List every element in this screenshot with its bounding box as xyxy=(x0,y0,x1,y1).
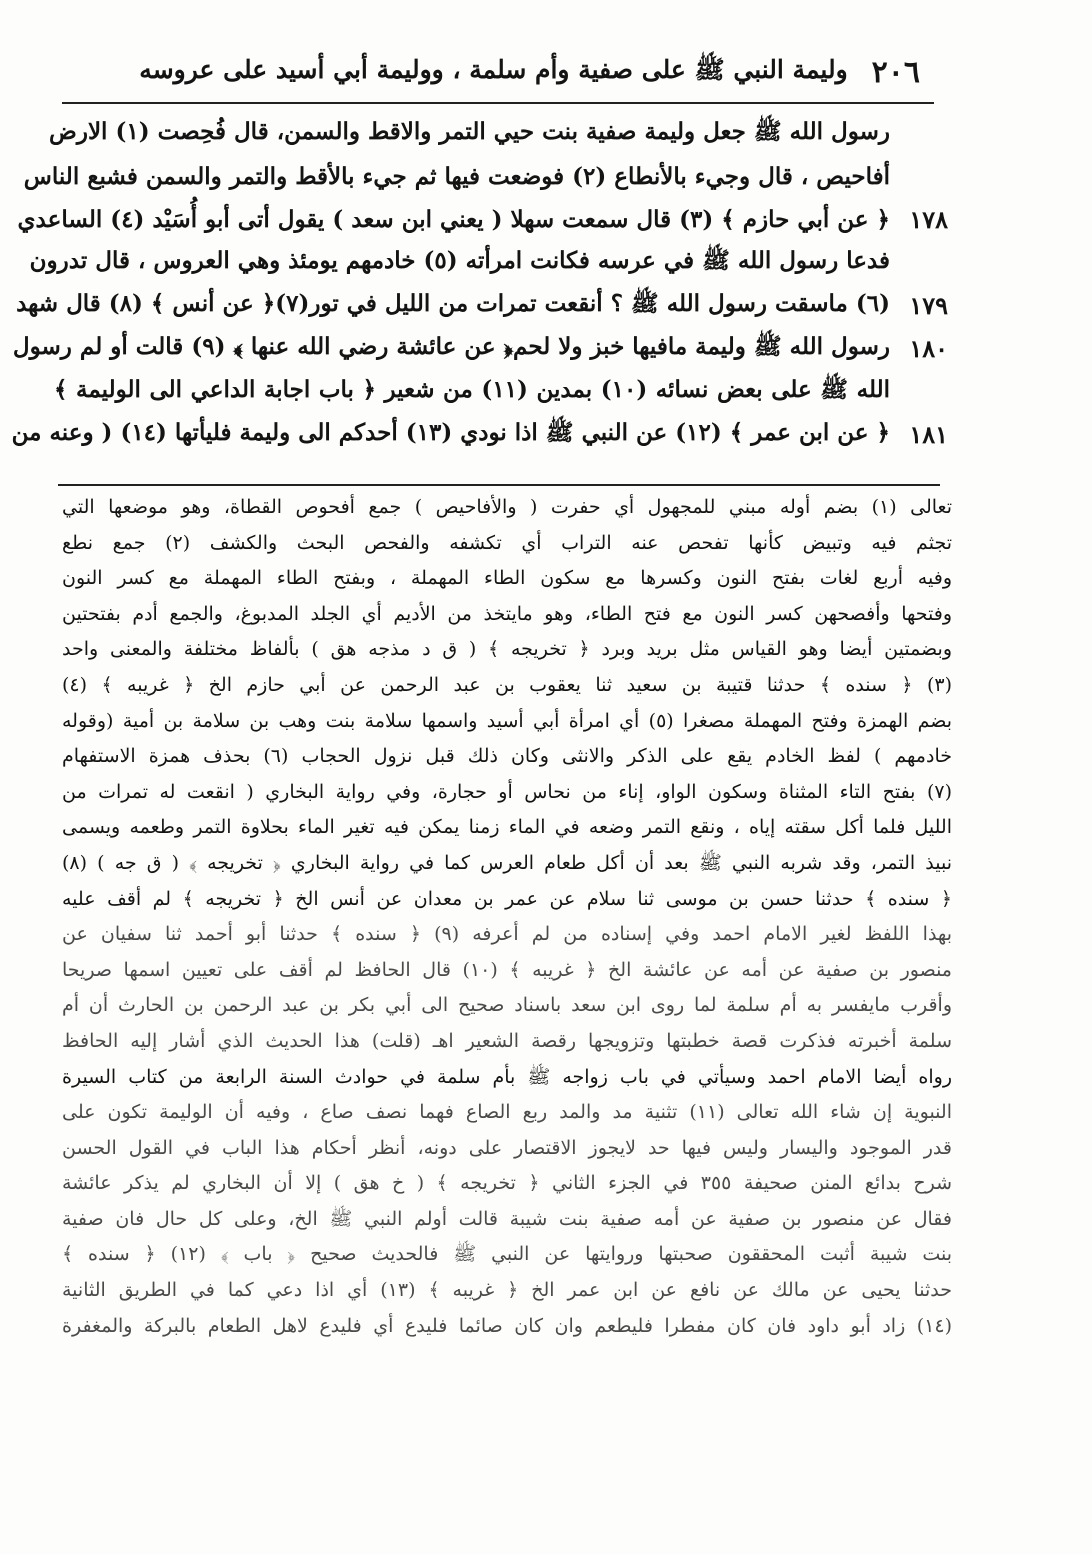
main-text xyxy=(11,112,948,456)
hadith-number: ١٧٩ xyxy=(909,291,948,320)
line-text: الله ﷺ على بعض نسائه (١٠) بمدين (١١) من شعير ﴿ باب اجابة الداعي الى الوليمة ﴾ xyxy=(54,375,890,403)
footnote-line: حدثنا يحيى عن مالك عن نافع عن ابن عمر الخ ﴿ غريبه ﴾ (١٣) أي اذا دعي كما في الطريق الثانية xyxy=(62,1279,952,1302)
footnote-line: (٧) بفتح التاء المثناة وسكون الواو، إناء من نحاس أو حجارة، وفي رواية البخاري ( انقعت له تمرات من xyxy=(62,780,952,803)
text-line xyxy=(48,112,948,155)
line-text: رسول الله ﷺ جعل وليمة صفية بنت حيي التمر والاقط والسمن، قال فُحِصت (١) الارض xyxy=(49,117,890,145)
page-number: ٢٠٦ xyxy=(871,54,920,90)
line-text: ﴿ عن أبي حازم ﴾ (٣) قال سمعت سهلا ( يعني ابن سعد ) يقول أتى أبو أُسَيْد (٤) الساعدي xyxy=(17,206,890,233)
footnote-line: وفتحها وأفصحهن كسر النون مع فتح الطاء، وهو مايتخذ من الأديم أي الجلد المدبوغ، والجمع أدم بفتحتين xyxy=(62,602,952,625)
hadith-number: ١٨١ xyxy=(909,420,948,449)
header-rule xyxy=(62,102,934,104)
line-text: ﴿ عن ابن عمر ﴾ (١٢) عن النبي ﷺ اذا نودي (١٣) أحدكم الى وليمة فليأتها (١٤) ( وعنه من xyxy=(11,418,890,446)
line-text: فدعا رسول الله ﷺ في عرسه فكانت امرأته (٥) خادمهم يومئذ وهي العروس ، قال تدرون xyxy=(29,246,890,274)
line-text: أفاحيص ، قال وجيء بالأنطاع (٢) فوضعت فيها ثم جيء بالأقط والتمر والسمن فشبع الناس xyxy=(23,163,890,190)
footnote-line: تعالى (١) بضم أوله مبني للمجهول أي حفرت ( والأفاحيص ) جمع أفحوص القطاة، وهو موضعها التي xyxy=(62,496,952,518)
footnote-line: قدر الموجود واليسار وليس فيها حد لايجوز الاقتصار على دونه، أنظر أحكام هذا الباب في القول الحسن xyxy=(62,1136,952,1159)
hadith-number: ١٧٨ xyxy=(909,205,948,234)
hadith-number: ١٨٠ xyxy=(909,334,948,363)
footnote-line: الليل فلما أكل سقته إياه ، ونقع التمر وضعه في الماء زمنا يمكن فيه تغير الماء بحلاوة التمر وطعمه ويسمى xyxy=(62,816,952,839)
text-line xyxy=(11,413,948,456)
text-line xyxy=(48,370,948,413)
footnote-line: فقال عن منصور بن صفية عن أمه صفية بنت شيبة قالت أولم النبي ﷺ الخ، وعلى كل حال فان صفية xyxy=(62,1207,952,1230)
running-title: وليمة النبي ﷺ على صفية وأم سلمة ، ووليمة أبي أسيد على عروسه xyxy=(139,54,848,84)
footnote-line: بضم الهمزة وفتح المهملة مصغرا (٥) أي امرأة أبي أسيد واسمها سلامة بنت وهب بن سلامة بن أمية (وقوله xyxy=(62,709,952,732)
text-line xyxy=(17,198,948,241)
line-text: رسول الله ﷺ وليمة مافيها خبز ولا لحم﴿ عن عائشة رضي الله عنها ﴾ (٩) قالت أو لم رسول xyxy=(12,332,890,360)
footnote-line: سلمة أخبرته فذكرت قصة خطبتها وتزويجها رقصة الشعير اهـ (قلت) هذا الحديث الذي أشار إليه الحافظ xyxy=(62,1029,952,1052)
footnote-line: خادمهم ) لفظ الخادم يقع على الذكر والانثى وكان ذلك قبل نزول الحجاب (٦) بحذف همزة الاستفهام xyxy=(62,745,952,768)
text-line xyxy=(29,241,948,284)
text-line xyxy=(16,284,948,327)
footnote-line: شرح بدائع المنن صحيفة ٣٥٥ في الجزء الثاني ﴿ تخريجه ﴾ ( خ هق ) إلا أن البخاري لم يذكر عائشة xyxy=(62,1172,952,1195)
footnote-line: النبوية إن شاء الله تعالى (١١) تثنية مد والمد ربع الصاع فهما نصف صاع ، وفيه أن الوليمة تكون على xyxy=(62,1101,952,1124)
footnote-line: بنت شيبة أثبت المحققون صحبتها وروايتها عن النبي ﷺ فالحديث صحيح ﴿ باب ﴾ (١٢) ﴿ سنده ﴾ xyxy=(62,1243,952,1266)
footnote-line: بهذا اللفظ لغير الامام احمد وفي إسناده من لم أعرفه (٩) ﴿ سنده ﴾ حدثنا أبو أحمد ثنا سفيان عن xyxy=(62,923,952,946)
footnotes xyxy=(62,490,952,1344)
footnote-line: وبضمتين أيضا وهو القياس مثل بريد وبرد ﴿ تخريجه ﴾ ( ق د مذجه هق ) بألفاظ مختلفة والمعنى واحد xyxy=(62,638,952,661)
page-header xyxy=(139,44,920,100)
footnote-line: رواه أيضا الامام احمد وسيأتي في باب زواجه ﷺ بأم سلمة في حوادث السنة الرابعة من كتاب السيرة xyxy=(62,1065,952,1088)
footnote-line: (٣) ﴿ سنده ﴾ حدثنا قتيبة بن سعيد ثنا يعقوب بن عبد الرحمن عن أبي حازم الخ ﴿ غريبه ﴾ (٤) xyxy=(62,673,952,696)
line-text: (٦) ماسقت رسول الله ﷺ ؟ أنقعت تمرات من الليل في تور(٧)﴿ عن أنس ﴾ (٨) قال شهد xyxy=(16,289,890,317)
footnote-rule xyxy=(58,484,940,486)
footnote-line: تجثم فيه وتبيض كأنها تفحص عنه التراب أي تكشفه والفحص البحث والكشف (٢) جمع نطع xyxy=(62,531,952,554)
text-line xyxy=(23,155,948,198)
footnote-line: (١٤) زاد أبو داود فان كان مفطرا فليطعم وان كان صائما فليدع أي فليدع لاهل الطعام بالبركة والمغفرة xyxy=(62,1314,952,1337)
footnote-line: ﴿ سنده ﴾ حدثنا حسن بن موسى ثنا سلام عن عمر بن معدان عن أنس الخ ﴿ تخريجه ﴾ لم أقف عليه xyxy=(62,887,952,910)
footnote-line: وأقرب مايفسر به أم سلمة لما روى ابن سعد باسناد صحيح الى أبي بكر بن عبد الرحمن بن الحارث أن أم xyxy=(62,994,952,1017)
footnote-line: منصور بن صفية عن أمه عن عائشة الخ ﴿ غريبه ﴾ (١٠) قال الحافظ لم أقف على تعيين اسمها صريحا xyxy=(62,958,952,981)
text-line xyxy=(12,327,948,370)
footnote-line: نبيذ التمر، وقد شربه النبي ﷺ بعد أن أكل طعام العرس كما في رواية البخاري ﴿ تخريجه ﴾ ( ق جه ) (٨) xyxy=(62,851,952,874)
footnote-line: وفيه أربع لغات بفتح النون وكسرها مع سكون الطاء المهملة ، وبفتح الطاء المهملة مع كسر النون xyxy=(62,567,952,590)
